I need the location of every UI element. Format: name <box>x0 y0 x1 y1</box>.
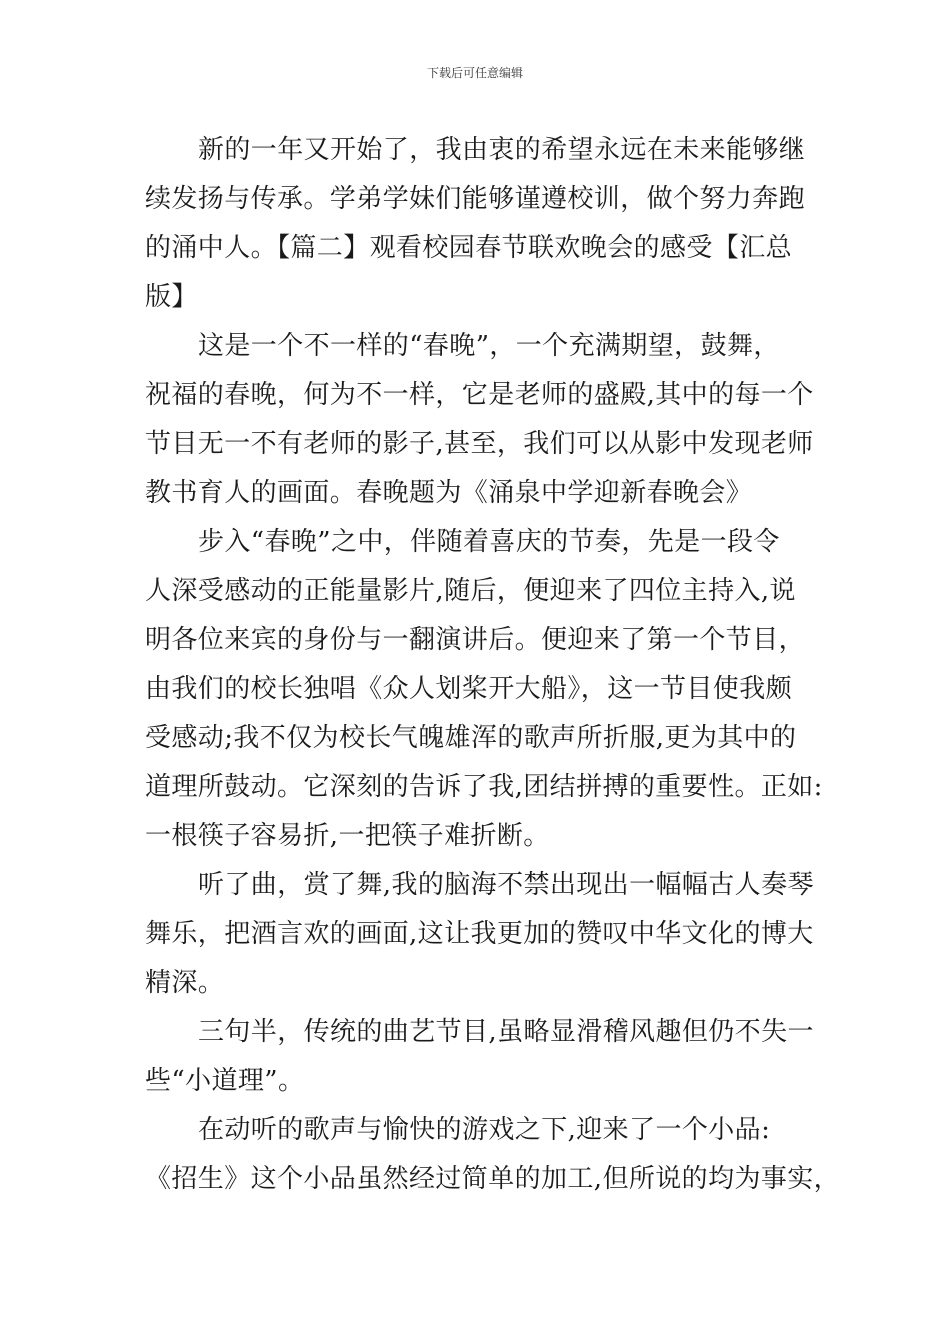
text-line: 精深。 <box>145 968 225 998</box>
page-header: 下载后可任意编辑 <box>426 66 523 80</box>
text-line: 明各位来宾的身份与一翻演讲后。便迎来了第一个节目， <box>145 625 806 655</box>
paragraph-1 <box>145 126 815 322</box>
text-line: 这是一个不一样的“春晚”，一个充满期望，鼓舞， <box>198 331 780 361</box>
text-line: 在动听的歌声与愉快的游戏之下,迎来了一个小品: <box>198 1115 771 1145</box>
text-line: 由我们的校长独唱《众人划桨开大船》，这一节目使我颇 <box>145 674 793 704</box>
text-line: 道理所鼓动。它深刻的告诉了我,团结拼搏的重要性。正如: <box>145 772 823 802</box>
paragraph-2 <box>145 322 815 518</box>
paragraph-6 <box>145 1106 841 1204</box>
text-line: 步入“春晚”之中，伴随着喜庆的节奏，先是一段令 <box>198 527 780 557</box>
text-line: 《招生》这个小品虽然经过简单的加工,但所说的均为事实， <box>145 1164 841 1194</box>
text-line: 人深受感动的正能量影片,随后，便迎来了四位主持入,说 <box>145 576 796 606</box>
text-line: 教书育人的画面。春晚题为《涌泉中学迎新春晚会》 <box>145 478 753 508</box>
document-body <box>145 126 841 1204</box>
text-line: 新的一年又开始了，我由衷的希望永远在未来能够继 <box>198 135 806 165</box>
paragraph-3 <box>145 518 823 861</box>
text-line: 听了曲，赏了舞,我的脑海不禁出现出一幅幅古人奏琴 <box>198 870 814 900</box>
text-line: 三句半，传统的曲艺节目,虽略显滑稽风趣但仍不失一 <box>198 1017 814 1047</box>
text-line: 续发扬与传承。学弟学妹们能够谨遵校训，做个努力奔跑 <box>145 184 806 214</box>
text-line: 舞乐，把酒言欢的画面,这让我更加的赞叹中华文化的博大 <box>145 919 814 949</box>
text-line: 的涌中人。【篇二】观看校园春节联欢晚会的感受【汇总 <box>145 233 793 263</box>
text-line: 受感动;我不仅为校长气魄雄浑的歌声所折服,更为其中的 <box>145 723 797 753</box>
text-line: 祝福的春晚，何为不一样，它是老师的盛殿,其中的每一个 <box>145 380 814 410</box>
paragraph-4 <box>145 861 815 1008</box>
text-line: 一根筷子容易折,一把筷子难折断。 <box>145 821 550 851</box>
paragraph-5 <box>145 1008 815 1106</box>
text-line: 些“小道理”。 <box>145 1066 305 1096</box>
text-line: 节目无一不有老师的影子,甚至，我们可以从影中发现老师 <box>145 429 814 459</box>
text-line: 版】 <box>145 282 198 312</box>
